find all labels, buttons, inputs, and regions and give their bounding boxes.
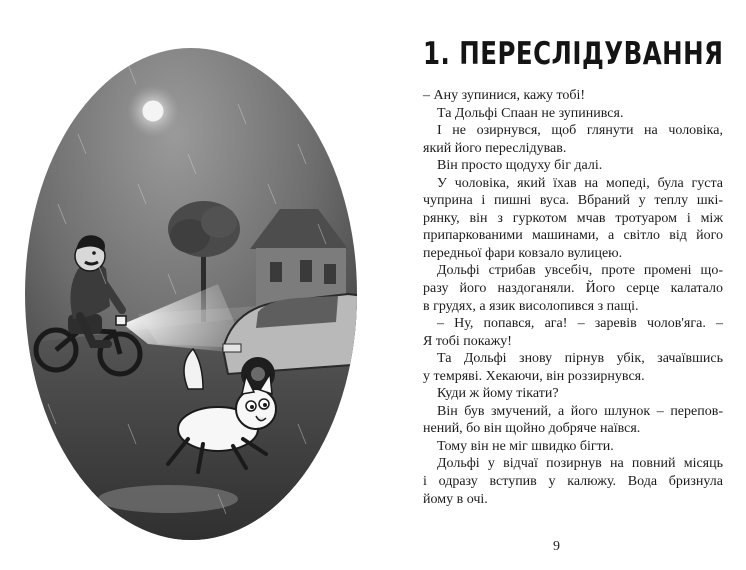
page-number: 9 — [553, 539, 560, 554]
text-line: припаркованими машинами, а світло від його — [423, 228, 723, 244]
text-line: нений, бо він щойно добряче наївся. — [423, 421, 641, 437]
text-line: Та Дольфі Спаан не зупинився. — [437, 105, 624, 121]
chapter-title: 1. ПЕРЕСЛІДУВАННЯ — [423, 36, 724, 72]
text-line: – Ну, попався, ага! – заревів чолов'яга. – — [437, 316, 723, 332]
text-line: Дольфі стрибав увсебіч, проте промені що- — [437, 263, 723, 279]
text-line: Я тобі покажу! — [423, 333, 512, 349]
text-line: – Ану зупинися, кажу тобі! — [423, 88, 586, 103]
text-line: Він був змучений, а його шлунок – перепов- — [437, 403, 723, 419]
text-line: Та Дольфі знову пірнув убік, зачаївшись — [437, 351, 723, 367]
text-line: Тому він не міг швидко бігти. — [437, 438, 614, 454]
chapter-text — [423, 87, 723, 508]
text-line: йому в очі. — [423, 491, 488, 507]
full-moon — [142, 100, 164, 122]
text-line: Дольфі у відчаї позирнув на повний місяць — [437, 456, 723, 472]
puddle — [98, 485, 238, 513]
text-line: чуприна і пишні вуса. Вбраний у теплу шкі- — [423, 193, 723, 209]
text-line: У чоловіка, який їхав на мопеді, була густа — [437, 175, 723, 191]
illustration-svg — [18, 44, 365, 544]
text-line: Він просто щодуху біг далі. — [437, 158, 603, 174]
text-line: в грудях, а язик висолопився з пащі. — [423, 298, 639, 314]
text-line: Куди ж йому тікати? — [437, 386, 559, 402]
text-line: разу його наздоганяли. Його серце калатало — [423, 281, 723, 297]
text-line: у темряві. Хекаючи, він роззирнувся. — [423, 368, 645, 384]
text-line: рянку, він з гуркотом мчав тротуаром і між — [423, 210, 723, 226]
text-line: який його переслідував. — [423, 140, 567, 156]
chase-illustration — [18, 44, 365, 544]
text-line: і одразу вступив у калюжу. Вода бризнула — [423, 474, 723, 490]
text-line: І не озирнувся, щоб глянути на чоловіка, — [437, 123, 723, 139]
text-line: передньої фари ковзало вулицею. — [423, 245, 623, 261]
